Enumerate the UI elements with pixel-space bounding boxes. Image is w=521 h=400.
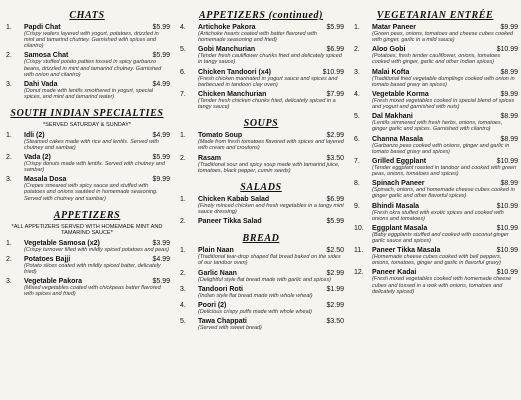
item-header (198, 318, 344, 325)
item-price: $2.99 (326, 269, 344, 277)
item-name: Garlic Naan (198, 269, 237, 277)
menu-item (4, 240, 170, 253)
item-description: (Spinach, onions, and homemade cheese cubes cooked in ginger garlic and other flavorful spices) (372, 187, 515, 200)
menu-item (178, 46, 344, 65)
section-note: *SERVED SATURDAY & SUNDAY* (42, 122, 132, 129)
menu-item (352, 136, 518, 155)
item-header (198, 132, 344, 139)
item-header (198, 218, 344, 225)
item-number: 1. (354, 24, 360, 31)
menu-column-middle (178, 10, 344, 334)
section-note: *ALL APPETIZERS SERVED WITH HOMEMADE MINT AND TAMARIND SAUCE* (11, 223, 163, 237)
item-name: Rasam (198, 154, 221, 162)
item-header (372, 113, 518, 120)
section-chats (4, 10, 170, 100)
menu-item (352, 203, 518, 222)
item-price: $3.50 (326, 317, 344, 325)
section-salads (178, 182, 344, 225)
item-name: Tawa Chappati (198, 317, 247, 325)
item-header (198, 196, 344, 203)
item-number: 1. (6, 131, 12, 139)
item-name: Artichoke Pakora (198, 24, 256, 31)
item-number: 1. (180, 195, 186, 203)
item-header (198, 46, 344, 53)
item-number: 9. (354, 202, 360, 210)
item-list (4, 132, 170, 202)
item-description: (Potatoes, fresh tender cauliflower, onions, tomatoes cooked with ginger, garlic and other Indian spices) (372, 53, 501, 66)
item-number: 11. (354, 247, 364, 255)
item-name: Malai Kofta (372, 68, 410, 76)
section-bread (178, 233, 344, 331)
item-price: $3.99 (152, 239, 170, 247)
item-description: (Delightful style flat bread made with garlic and spices) (198, 276, 331, 283)
item-header (198, 302, 344, 309)
item-price: $6.99 (326, 195, 344, 203)
item-list (178, 132, 344, 174)
item-header (372, 203, 518, 210)
item-price: $10.99 (496, 269, 518, 277)
item-price: $5.99 (152, 278, 170, 286)
item-description: (Tender fresh cauliflower chunks fried and delicately spiced in tangy sauce) (198, 53, 342, 66)
section-vegetarian-entree (352, 10, 518, 295)
menu-item (178, 155, 344, 174)
menu-item (178, 247, 344, 266)
item-number: 12. (354, 269, 364, 277)
item-description: (Indian style flat bread made with whole wheat) (198, 292, 313, 299)
section-soups (178, 118, 344, 174)
menu-item (4, 176, 170, 201)
item-name: Paneer Tikka Salad (198, 218, 262, 226)
item-description: (Artichoke hearts coated with batter flavored with homemade seasoning and fried) (198, 31, 317, 44)
item-name: Paneer Kadai (372, 269, 417, 277)
item-price: $9.99 (500, 24, 518, 31)
menu-item (178, 302, 344, 315)
item-description: (Made from fresh tomatoes flavored with spices and layered with cream and croutons) (198, 139, 344, 152)
item-name: Chicken Tandoori (x4) (198, 68, 271, 76)
menu-column-right (352, 10, 518, 298)
item-number: 5. (180, 46, 186, 54)
item-number: 4. (354, 90, 360, 98)
item-header (372, 46, 518, 53)
item-name: Vada (2) (24, 153, 51, 161)
item-price: $7.99 (326, 90, 344, 98)
item-description: (Steamed cakes made with rice and lentils. Served with chutney and sambar) (24, 138, 159, 151)
menu-item (352, 180, 518, 199)
item-price: $5.99 (326, 218, 344, 226)
menu-item (4, 278, 170, 297)
item-name: Tomato Soup (198, 132, 243, 140)
menu-item (352, 225, 518, 244)
item-number: 7. (180, 90, 186, 98)
item-name: Potatoes Bajji (24, 255, 71, 263)
section-title: VEGETARIAN ENTRÉE (376, 10, 494, 21)
item-description: (Served with sweet bread) (198, 324, 262, 331)
item-number: 3. (6, 176, 12, 184)
item-number: 4. (180, 301, 186, 309)
item-header (24, 176, 170, 183)
item-description: (Fresh mixed vegetables cooked in special blend of spices and yogurt and garnished with nuts) (372, 97, 515, 111)
item-number: 5. (180, 317, 186, 325)
item-name: Dahi Vada (24, 80, 58, 88)
item-number: 3. (6, 278, 12, 286)
item-description: (Tender eggplant roasted in tandoor and cooked with green peas, onions, tomatoes and spices) (372, 164, 517, 178)
section-title: BREAD (242, 233, 280, 245)
item-header (372, 136, 518, 143)
item-name: Grilled Eggplant (372, 157, 427, 165)
item-price: $8.99 (500, 180, 518, 188)
item-description: (Baby eggplants stuffed and cooked with coconut ginger garlic sauce and spices) (372, 231, 509, 244)
item-header (24, 52, 170, 59)
item-number: 3. (6, 80, 12, 88)
item-price: $9.99 (500, 90, 518, 98)
item-number: 2. (6, 52, 12, 60)
menu-item (4, 154, 170, 173)
item-description: (Green peas, onions, tomatoes and cheese cubes cooked with ginger, garlic in a mild sauce) (372, 31, 513, 44)
section-appetizers-continued (178, 10, 344, 110)
section-title: APPETIZERS (53, 209, 121, 221)
item-number: 6. (354, 135, 360, 143)
item-name: Masala Dosa (24, 176, 67, 184)
item-number: 1. (180, 132, 186, 140)
item-header (24, 240, 170, 247)
item-header (198, 270, 344, 277)
item-description: (Mixed vegetables coated with chickpeas batter flavored with spices and fried) (24, 285, 161, 298)
menu-item (352, 269, 518, 294)
item-price: $2.50 (326, 247, 344, 255)
item-header (24, 154, 170, 161)
item-number: 2. (6, 255, 12, 263)
item-header (198, 69, 344, 76)
item-header (24, 81, 170, 88)
item-description: (Garbanzo peas cooked with onions, ginger and garlic in tomato based gravy and spices) (372, 142, 510, 155)
item-description: (Crispy stuffed potato patties tossed in spicy garbanzo beans, drizzled in mint and tamarind chutney. Garnished with onion and cilantro) (24, 59, 162, 78)
item-header (372, 24, 518, 31)
menu-item (178, 196, 344, 215)
item-name: Vegetable Korma (372, 90, 429, 98)
menu-item (352, 24, 518, 43)
section-appetizers (4, 210, 170, 298)
item-name: Channa Masala (372, 135, 423, 143)
item-number: 2. (6, 153, 12, 161)
item-name: Vegetable Samosa (x2) (24, 239, 100, 247)
item-name: Paneer Tikka Masala (372, 247, 441, 255)
item-header (372, 158, 518, 165)
item-name: Vegetable Pakora (24, 278, 82, 286)
item-price: $8.99 (500, 113, 518, 121)
item-header (24, 132, 170, 139)
item-description: (Tender fresh chicken chunks fried, delicately spiced in a tangy sauce) (198, 97, 336, 111)
menu-item (178, 218, 344, 225)
menu-item (178, 24, 344, 43)
menu-item (4, 52, 170, 77)
item-description: (Traditional tear-drop shaped flat bread baked on the sides of our tandoor oven) (198, 254, 341, 267)
item-price: $4.99 (152, 255, 170, 263)
item-price: $5.99 (152, 24, 170, 31)
item-header (198, 247, 344, 254)
item-price: $6.99 (326, 46, 344, 54)
item-price: $8.99 (500, 135, 518, 143)
menu-item (352, 69, 518, 88)
item-number: 7. (354, 157, 360, 165)
item-number: 2. (354, 46, 360, 54)
item-price: $10.99 (496, 157, 518, 165)
item-price: $10.99 (496, 46, 518, 54)
item-price: $2.99 (326, 132, 344, 140)
item-description: (Traditional sour and spicy soup made with tamarind juice, tomatoes, black pepper, cumin seeds) (198, 161, 340, 174)
section-title: CHATS (69, 10, 105, 21)
item-description: (Fresh okra stuffed with exotic spices and cooked with onions and tomatoes) (372, 209, 504, 222)
item-list (178, 24, 344, 110)
menu-item (4, 81, 170, 100)
item-description: (Fresh chicken marinated in yogurt sauce and spices and barbecued in tandoori clay oven) (198, 75, 338, 88)
item-price: $4.99 (152, 131, 170, 139)
item-name: Chicken Manchurian (198, 90, 267, 98)
item-description: (Finely minced chicken and fresh vegetables in a tangy mint sauce dressing) (198, 202, 344, 216)
item-description: (Crispy donuts made with lentils. Served with chutney and sambar) (24, 160, 165, 174)
item-price: $5.99 (326, 24, 344, 31)
item-number: 2. (180, 269, 186, 277)
item-description: (Crispy wafers layered with yogurt, potatoes, drizzled in mint and tamarind chutney. Garnished with spices and cilantro) (24, 31, 159, 50)
menu-item (352, 247, 518, 266)
item-list (352, 24, 518, 295)
item-price: $10.99 (496, 247, 518, 255)
item-name: Chicken Kabab Salad (198, 195, 270, 203)
menu-item (352, 91, 518, 110)
item-price: $3.50 (326, 154, 344, 162)
item-header (372, 180, 518, 187)
item-header (24, 256, 170, 263)
item-description: (Traditional fried vegetable dumplings cooked with onion in tomato based gravy an spices) (372, 75, 515, 88)
item-number: 1. (6, 24, 12, 31)
item-header (198, 286, 344, 293)
item-name: Tandoori Roti (198, 285, 243, 293)
item-price: $2.99 (326, 301, 344, 309)
item-number: 3. (354, 68, 360, 76)
item-description: (Fresh mixed vegetables cooked with homemade cheese cubes and tossed in a wok with onions, tomatoes and delicately spiced) (372, 276, 512, 295)
item-description: (Donut made with lentils smothered in yogurt, special spices, and mint and tamarind water) (24, 87, 154, 101)
item-header (198, 24, 344, 31)
item-name: Dal Makhani (372, 113, 413, 121)
item-name: Eggplant Masala (372, 224, 428, 232)
item-number: 8. (354, 180, 360, 188)
item-number: 1. (180, 247, 186, 255)
item-price: $4.99 (152, 80, 170, 88)
menu-item (178, 69, 344, 88)
item-price: $10.99 (496, 202, 518, 210)
menu-item (4, 256, 170, 275)
section-title: SOUTH INDIAN SPECIALTIES (10, 108, 164, 120)
item-name: Bhindi Masala (372, 202, 420, 210)
menu-item (352, 46, 518, 65)
section-title: SALADS (240, 181, 282, 193)
item-description: (Delicious crispy puffs made with whole wheat) (198, 308, 313, 315)
item-header (372, 69, 518, 76)
item-name: Plain Naan (198, 247, 234, 255)
section-title: APPETIZERS (continued) (198, 10, 324, 21)
menu-column-left (4, 10, 170, 300)
item-price: $5.99 (152, 52, 170, 60)
item-description: (Crepes smeared with spicy sauce and stuffed with potatoes and onions sautéed in homemade seasoning. Served with chutney and sambar) (24, 183, 158, 202)
item-header (372, 91, 518, 98)
item-name: Aloo Gobi (372, 46, 406, 54)
menu-item (352, 113, 518, 132)
item-name: Samosa Chat (24, 52, 69, 60)
item-price: $9.99 (152, 176, 170, 184)
menu-item (4, 132, 170, 151)
item-name: Matar Paneer (372, 24, 416, 31)
item-number: 2. (180, 218, 186, 226)
menu-item (352, 158, 518, 177)
item-name: Idli (2) (24, 131, 45, 139)
menu-item (178, 318, 344, 331)
menu-item (178, 91, 344, 110)
item-number: 5. (354, 113, 360, 121)
item-price: $10.99 (496, 224, 518, 232)
item-number: 4. (180, 24, 186, 31)
item-name: Papdi Chat (24, 24, 61, 31)
item-price: $8.99 (500, 68, 518, 76)
item-description: (Crispy turnover filled with mildly spiced potatoes and peas) (24, 246, 169, 253)
section-south-indian (4, 108, 170, 202)
item-header (24, 278, 170, 285)
section-title: SOUPS (243, 118, 279, 130)
item-header (198, 155, 344, 162)
item-description: (Homemade cheese cubes cooked with bell peppers, onions, tomatoes, ginger and garlic in flavorful gravy) (372, 254, 502, 267)
item-number: 10. (354, 224, 364, 232)
item-header (198, 91, 344, 98)
item-number: 1. (6, 239, 12, 247)
item-header (372, 225, 518, 232)
item-header (24, 24, 170, 31)
item-name: Poori (2) (198, 301, 227, 309)
item-header (372, 247, 518, 254)
item-list (178, 247, 344, 331)
item-price: $1.99 (326, 285, 344, 293)
item-number: 2. (180, 154, 186, 162)
item-price: $5.99 (152, 153, 170, 161)
item-name: Gobi Manchurian (198, 46, 256, 54)
menu-item (178, 286, 344, 299)
item-name: Spinach Paneer (372, 180, 425, 188)
menu-item (4, 24, 170, 49)
item-price: $10.99 (322, 68, 344, 76)
item-description: (Lentils simmered with fresh herbs, onions, tomatoes, ginger garlic and spices. Garnished with cilantro) (372, 120, 503, 133)
item-header (372, 269, 518, 276)
item-description: (Potato slices coated with mildly spiced batter, delicately fried) (24, 262, 161, 275)
item-list (4, 24, 170, 100)
item-number: 3. (180, 285, 186, 293)
item-list (4, 240, 170, 298)
item-number: 6. (180, 68, 186, 76)
menu-item (178, 270, 344, 283)
item-list (178, 196, 344, 225)
menu-item (178, 132, 344, 151)
